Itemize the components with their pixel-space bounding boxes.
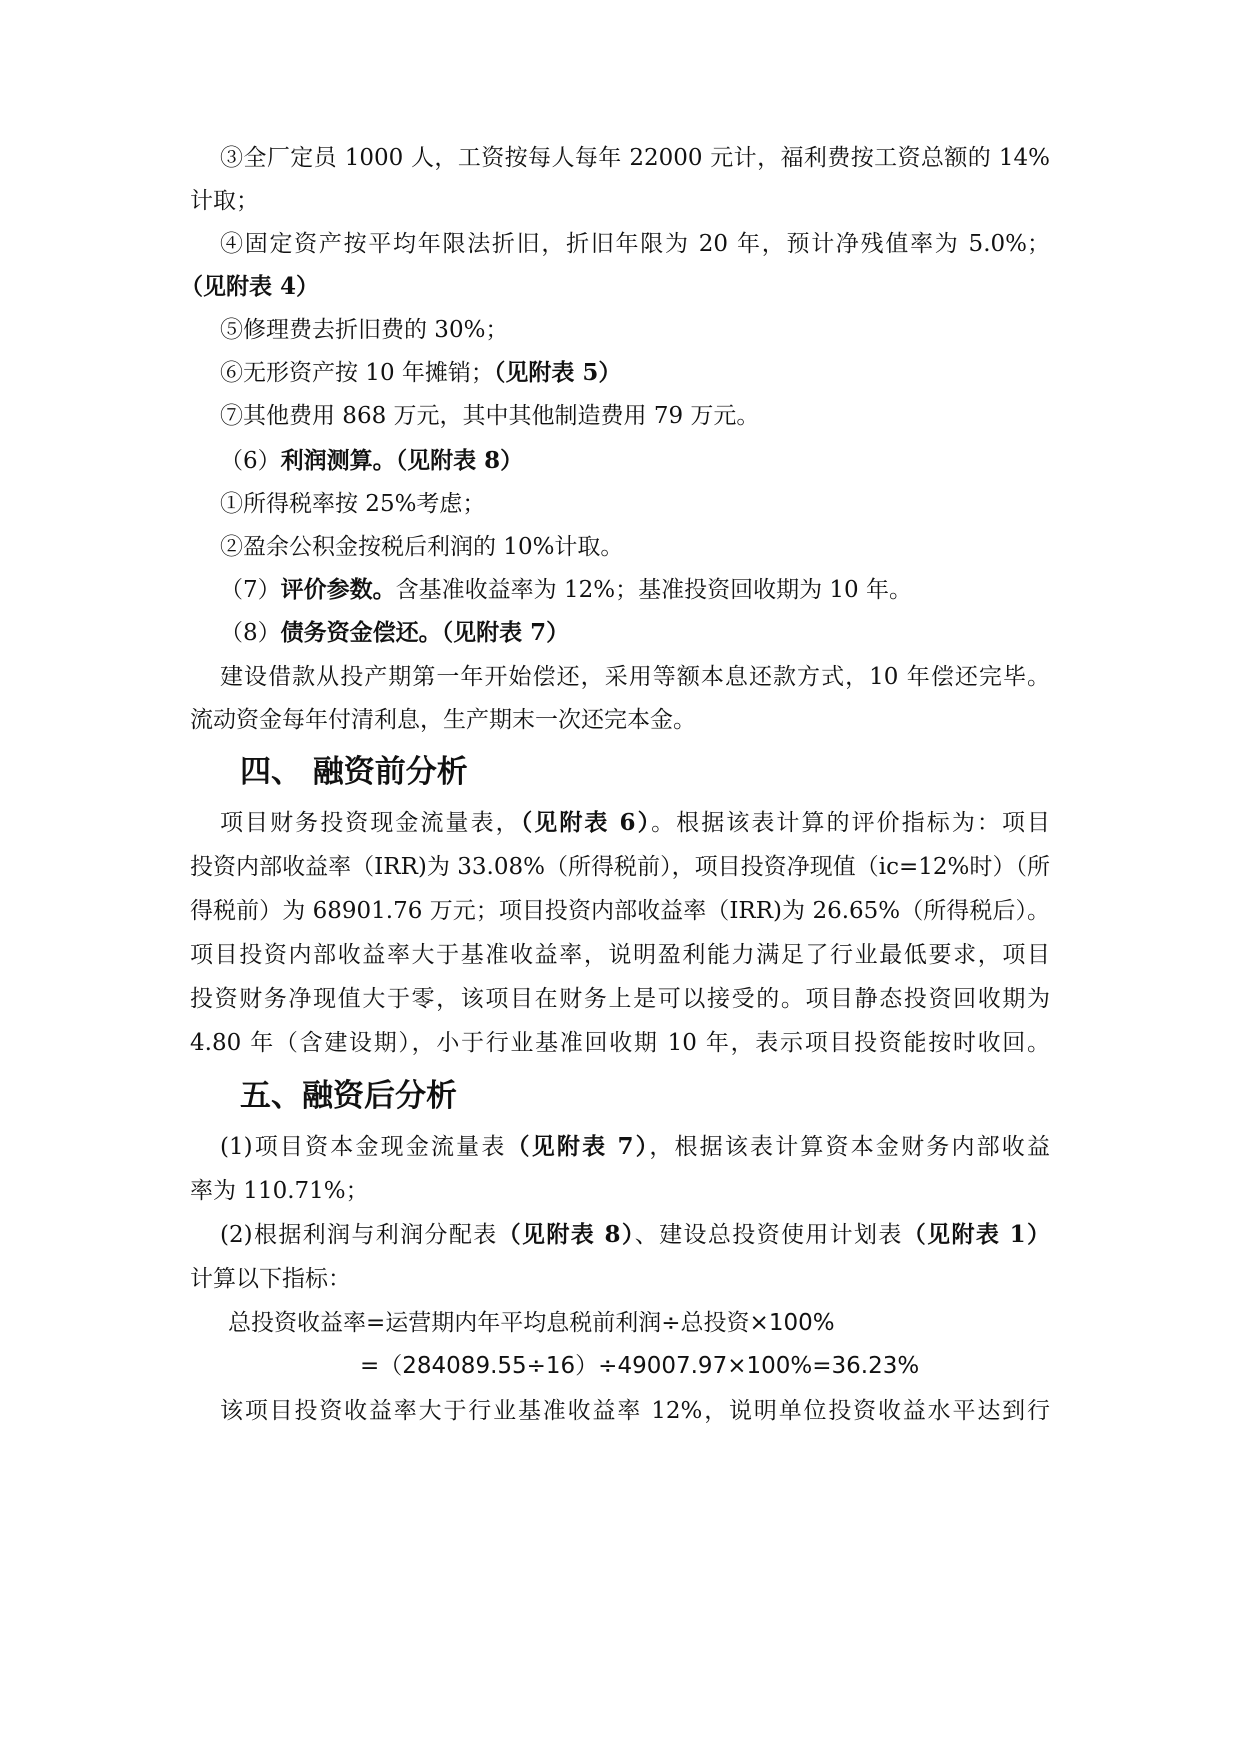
table-reference: （见附表 6）: [520, 809, 652, 836]
table-reference: （见附表 8）: [497, 1221, 635, 1248]
text-span: 项目财务投资现金流量表，: [220, 810, 521, 836]
text-line: ④固定资产按平均年限法折旧，折旧年限为 20 年，预计净残值率为 5.0%；: [220, 231, 1050, 257]
formula-line: 总投资收益率=运营期内年平均息税前利润÷总投资×100%: [228, 1310, 835, 1336]
text-line: 计算以下指标：: [190, 1266, 351, 1292]
section-number: （8）: [220, 620, 281, 646]
table-reference: （见附表 1）: [902, 1221, 1050, 1248]
text-line: 投资财务净现值大于零，该项目在财务上是可以接受的。项目静态投资回收期为: [190, 986, 1050, 1012]
text-span: (1)项目资本金现金流量表: [220, 1134, 507, 1160]
text-line: [220, 358, 621, 388]
section-title: 评价参数。: [280, 576, 396, 603]
text-line: 项目投资内部收益率大于基准收益率，说明盈利能力满足了行业最低要求，项目: [190, 942, 1050, 968]
text-line: 率为 110.71%；: [190, 1178, 369, 1204]
text-line: ②盈余公积金按税后利润的 10%计取。: [220, 534, 624, 560]
chapter-heading: 五、融资后分析: [240, 1078, 457, 1114]
table-reference: （见附表 7）: [506, 1133, 650, 1160]
text-line: ③全厂定员 1000 人，工资按每人每年 22000 元计，福利费按工资总额的 14%: [220, 145, 1050, 171]
text-line: [220, 808, 1050, 838]
text-span: ⑥无形资产按 10 年摊销；: [220, 360, 494, 386]
text-line: 得税前）为 68901.76 万元；项目投资内部收益率（IRR)为 26.65%（所得税后）。: [190, 898, 1050, 924]
section-heading: [220, 446, 523, 476]
table-reference: （见附表 4）: [180, 273, 320, 300]
text-line: 流动资金每年付清利息，生产期末一次还完本金。: [190, 707, 696, 733]
text-line: [220, 1220, 1050, 1250]
section-heading: [220, 618, 569, 648]
text-span: (2)根据利润与利润分配表: [220, 1222, 498, 1248]
text-span: 含基准收益率为 12%；基准投资回收期为 10 年。: [395, 577, 912, 603]
text-span: 。根据该表计算的评价指标为：项目: [651, 810, 1051, 836]
section-title: 利润测算。（见附表 8）: [280, 447, 524, 474]
text-line: ⑦其他费用 868 万元，其中其他制造费用 79 万元。: [220, 403, 760, 429]
text-line: 建设借款从投产期第一年开始偿还，采用等额本息还款方式，10 年偿还完毕。: [220, 664, 1050, 690]
section-number: （7）: [220, 577, 281, 603]
text-line: 投资内部收益率（IRR)为 33.08%（所得税前），项目投资净现值（ic=12%时）（所: [190, 854, 1050, 880]
formula-line: =（284089.55÷16）÷49007.97×100%=36.23%: [360, 1353, 920, 1379]
text-line: 计取；: [190, 188, 259, 214]
section-number: （6）: [220, 448, 281, 474]
section-heading: [220, 575, 912, 605]
text-line: ⑤修理费去折旧费的 30%；: [220, 317, 509, 343]
table-reference: （见附表 5）: [493, 359, 622, 386]
text-span: 、建设总投资使用计划表: [634, 1222, 903, 1248]
text-line: ①所得税率按 25%考虑；: [220, 491, 486, 517]
text-line: 4.80 年（含建设期），小于行业基准回收期 10 年，表示项目投资能按时收回。: [190, 1030, 1050, 1056]
text-span: ，根据该表计算资本金财务内部收益: [649, 1134, 1050, 1160]
text-line: [220, 1132, 1050, 1162]
text-line: 该项目投资收益率大于行业基准收益率 12%，说明单位投资收益水平达到行: [220, 1398, 1050, 1424]
section-title: 债务资金偿还。（见附表 7）: [280, 619, 570, 646]
chapter-heading: 四、 融资前分析: [240, 754, 468, 790]
